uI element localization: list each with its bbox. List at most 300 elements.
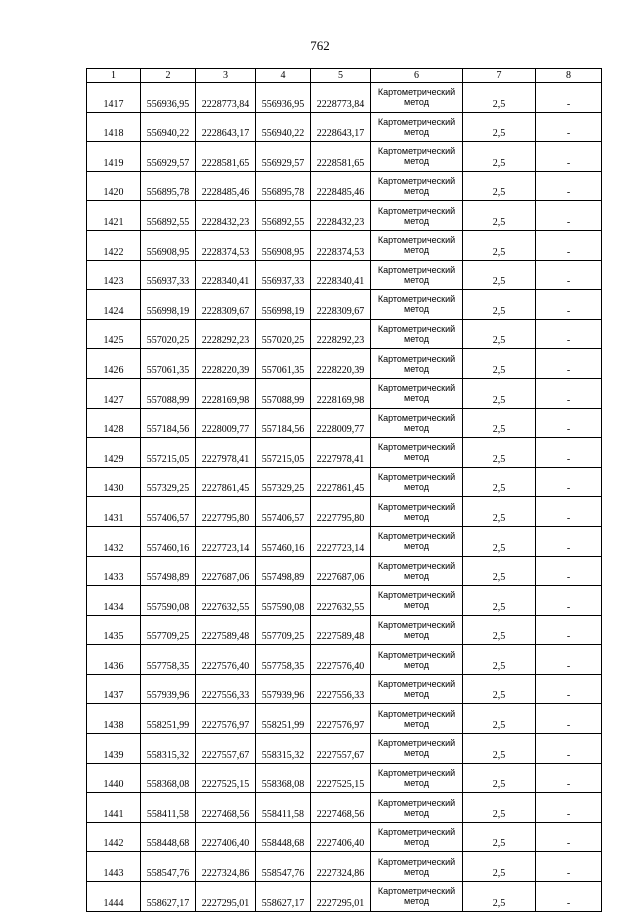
table-row	[87, 230, 602, 260]
table-row	[87, 171, 602, 201]
cell-note: -	[536, 793, 602, 823]
cell-note: -	[536, 230, 602, 260]
cell-method	[371, 142, 463, 172]
cell-point-number: 1427	[87, 378, 141, 408]
table-row	[87, 674, 602, 704]
column-header-1: 1	[87, 69, 141, 83]
method-line2: метод	[404, 452, 429, 463]
table-row	[87, 556, 602, 586]
cell-y-coordinate-2: 2227576,97	[311, 704, 371, 734]
cell-y-coordinate-2: 2227557,67	[311, 734, 371, 764]
cell-accuracy: 2,5	[463, 882, 536, 912]
method-line2: метод	[404, 215, 429, 226]
cell-y-coordinate: 2227687,06	[196, 556, 256, 586]
cell-y-coordinate: 2227468,56	[196, 793, 256, 823]
cell-y-coordinate: 2227324,86	[196, 852, 256, 882]
table-row	[87, 112, 602, 142]
cell-note: -	[536, 882, 602, 912]
cell-note: -	[536, 319, 602, 349]
table-row	[87, 319, 602, 349]
cell-accuracy: 2,5	[463, 142, 536, 172]
cell-accuracy: 2,5	[463, 645, 536, 675]
cell-x-coordinate: 558368,08	[141, 763, 196, 793]
cell-note: -	[536, 497, 602, 527]
cell-accuracy: 2,5	[463, 467, 536, 497]
table-row	[87, 615, 602, 645]
method-line1: Картометрический	[377, 442, 456, 453]
cell-x-coordinate-2: 557460,16	[256, 526, 311, 556]
cell-y-coordinate: 2228309,67	[196, 290, 256, 320]
cell-x-coordinate-2: 558411,58	[256, 793, 311, 823]
cell-accuracy: 2,5	[463, 378, 536, 408]
table-row	[87, 142, 602, 172]
method-line2: метод	[404, 334, 429, 345]
table-row	[87, 260, 602, 290]
table-row	[87, 852, 602, 882]
cell-y-coordinate: 2227406,40	[196, 822, 256, 852]
table-row	[87, 734, 602, 764]
cell-point-number: 1441	[87, 793, 141, 823]
cell-method	[371, 882, 463, 912]
method-line1: Картометрический	[377, 146, 456, 157]
cell-accuracy: 2,5	[463, 497, 536, 527]
coordinates-table	[86, 68, 602, 912]
cell-x-coordinate-2: 557184,56	[256, 408, 311, 438]
cell-note: -	[536, 704, 602, 734]
cell-y-coordinate-2: 2228009,77	[311, 408, 371, 438]
cell-method	[371, 290, 463, 320]
method-line2: метод	[404, 896, 429, 907]
cell-x-coordinate-2: 557939,96	[256, 674, 311, 704]
cell-point-number: 1442	[87, 822, 141, 852]
method-line2: метод	[404, 541, 429, 552]
cell-point-number: 1430	[87, 467, 141, 497]
cell-x-coordinate-2: 557329,25	[256, 467, 311, 497]
cell-x-coordinate: 556936,95	[141, 83, 196, 113]
column-header-8: 8	[536, 69, 602, 83]
cell-method	[371, 586, 463, 616]
cell-y-coordinate: 2227525,15	[196, 763, 256, 793]
cell-method	[371, 349, 463, 379]
cell-point-number: 1420	[87, 171, 141, 201]
cell-accuracy: 2,5	[463, 674, 536, 704]
cell-point-number: 1422	[87, 230, 141, 260]
cell-y-coordinate-2: 2227687,06	[311, 556, 371, 586]
cell-note: -	[536, 408, 602, 438]
cell-accuracy: 2,5	[463, 201, 536, 231]
table-row	[87, 290, 602, 320]
cell-y-coordinate-2: 2227295,01	[311, 882, 371, 912]
cell-x-coordinate-2: 557088,99	[256, 378, 311, 408]
cell-accuracy: 2,5	[463, 586, 536, 616]
cell-y-coordinate-2: 2228581,65	[311, 142, 371, 172]
cell-x-coordinate: 557406,57	[141, 497, 196, 527]
table-row	[87, 882, 602, 912]
cell-y-coordinate: 2227723,14	[196, 526, 256, 556]
cell-x-coordinate-2: 556998,19	[256, 290, 311, 320]
cell-y-coordinate-2: 2228340,41	[311, 260, 371, 290]
cell-x-coordinate: 557709,25	[141, 615, 196, 645]
table-row	[87, 349, 602, 379]
cell-point-number: 1426	[87, 349, 141, 379]
method-line1: Картометрический	[377, 531, 456, 542]
cell-x-coordinate: 558448,68	[141, 822, 196, 852]
cell-x-coordinate-2: 557758,35	[256, 645, 311, 675]
method-line1: Картометрический	[377, 472, 456, 483]
method-line1: Картометрический	[377, 767, 456, 778]
cell-accuracy: 2,5	[463, 319, 536, 349]
cell-x-coordinate: 558315,32	[141, 734, 196, 764]
cell-note: -	[536, 674, 602, 704]
cell-method	[371, 497, 463, 527]
cell-method	[371, 615, 463, 645]
method-line2: метод	[404, 718, 429, 729]
cell-y-coordinate-2: 2227589,48	[311, 615, 371, 645]
method-line1: Картометрический	[377, 324, 456, 335]
cell-x-coordinate-2: 557061,35	[256, 349, 311, 379]
cell-point-number: 1428	[87, 408, 141, 438]
cell-y-coordinate: 2228220,39	[196, 349, 256, 379]
cell-y-coordinate: 2228485,46	[196, 171, 256, 201]
cell-point-number: 1425	[87, 319, 141, 349]
cell-note: -	[536, 645, 602, 675]
cell-y-coordinate: 2228340,41	[196, 260, 256, 290]
cell-accuracy: 2,5	[463, 793, 536, 823]
method-line2: метод	[404, 126, 429, 137]
cell-x-coordinate-2: 558251,99	[256, 704, 311, 734]
method-line2: метод	[404, 97, 429, 108]
table-row	[87, 704, 602, 734]
cell-x-coordinate: 557329,25	[141, 467, 196, 497]
method-line2: метод	[404, 866, 429, 877]
method-line2: метод	[404, 837, 429, 848]
cell-note: -	[536, 201, 602, 231]
cell-x-coordinate: 556895,78	[141, 171, 196, 201]
cell-note: -	[536, 526, 602, 556]
method-line1: Картометрический	[377, 886, 456, 897]
cell-y-coordinate-2: 2228169,98	[311, 378, 371, 408]
cell-y-coordinate-2: 2227406,40	[311, 822, 371, 852]
cell-x-coordinate: 556908,95	[141, 230, 196, 260]
cell-y-coordinate: 2227589,48	[196, 615, 256, 645]
cell-y-coordinate: 2228643,17	[196, 112, 256, 142]
cell-accuracy: 2,5	[463, 822, 536, 852]
cell-accuracy: 2,5	[463, 734, 536, 764]
cell-x-coordinate-2: 556892,55	[256, 201, 311, 231]
cell-method	[371, 201, 463, 231]
column-header-3: 3	[196, 69, 256, 83]
method-line2: метод	[404, 393, 429, 404]
cell-accuracy: 2,5	[463, 230, 536, 260]
cell-x-coordinate-2: 556940,22	[256, 112, 311, 142]
cell-x-coordinate: 558547,76	[141, 852, 196, 882]
cell-note: -	[536, 822, 602, 852]
cell-x-coordinate: 558411,58	[141, 793, 196, 823]
cell-note: -	[536, 349, 602, 379]
cell-point-number: 1431	[87, 497, 141, 527]
cell-x-coordinate-2: 558315,32	[256, 734, 311, 764]
cell-point-number: 1436	[87, 645, 141, 675]
cell-point-number: 1417	[87, 83, 141, 113]
method-line2: метод	[404, 482, 429, 493]
column-header-5: 5	[311, 69, 371, 83]
cell-method	[371, 230, 463, 260]
cell-method	[371, 319, 463, 349]
method-line2: метод	[404, 600, 429, 611]
cell-x-coordinate: 556892,55	[141, 201, 196, 231]
cell-accuracy: 2,5	[463, 556, 536, 586]
cell-method	[371, 438, 463, 468]
cell-x-coordinate: 557939,96	[141, 674, 196, 704]
cell-x-coordinate: 556929,57	[141, 142, 196, 172]
cell-x-coordinate: 557020,25	[141, 319, 196, 349]
cell-point-number: 1419	[87, 142, 141, 172]
cell-x-coordinate: 556940,22	[141, 112, 196, 142]
cell-method	[371, 763, 463, 793]
table-header	[87, 69, 602, 83]
method-line2: метод	[404, 511, 429, 522]
column-header-4: 4	[256, 69, 311, 83]
cell-method	[371, 171, 463, 201]
cell-point-number: 1439	[87, 734, 141, 764]
table-row	[87, 83, 602, 113]
table-row	[87, 586, 602, 616]
cell-y-coordinate: 2227632,55	[196, 586, 256, 616]
cell-y-coordinate: 2227576,97	[196, 704, 256, 734]
cell-y-coordinate-2: 2228292,23	[311, 319, 371, 349]
cell-accuracy: 2,5	[463, 615, 536, 645]
cell-x-coordinate: 557061,35	[141, 349, 196, 379]
cell-method	[371, 556, 463, 586]
method-line1: Картометрический	[377, 797, 456, 808]
cell-note: -	[536, 734, 602, 764]
column-header-6: 6	[371, 69, 463, 83]
table-row	[87, 763, 602, 793]
method-line1: Картометрический	[377, 590, 456, 601]
cell-y-coordinate-2: 2228432,23	[311, 201, 371, 231]
cell-point-number: 1435	[87, 615, 141, 645]
cell-x-coordinate-2: 556937,33	[256, 260, 311, 290]
cell-point-number: 1434	[87, 586, 141, 616]
cell-method	[371, 822, 463, 852]
method-line1: Картометрический	[377, 116, 456, 127]
table-row	[87, 438, 602, 468]
table-row	[87, 408, 602, 438]
cell-note: -	[536, 467, 602, 497]
cell-y-coordinate: 2228432,23	[196, 201, 256, 231]
table-row	[87, 497, 602, 527]
table-body	[87, 83, 602, 912]
cell-x-coordinate: 557215,05	[141, 438, 196, 468]
cell-x-coordinate-2: 557406,57	[256, 497, 311, 527]
cell-y-coordinate-2: 2228374,53	[311, 230, 371, 260]
cell-method	[371, 645, 463, 675]
cell-y-coordinate: 2227576,40	[196, 645, 256, 675]
cell-x-coordinate-2: 558368,08	[256, 763, 311, 793]
cell-note: -	[536, 171, 602, 201]
method-line2: метод	[404, 156, 429, 167]
cell-accuracy: 2,5	[463, 526, 536, 556]
cell-method	[371, 852, 463, 882]
method-line2: метод	[404, 363, 429, 374]
table-row	[87, 201, 602, 231]
cell-y-coordinate-2: 2227576,40	[311, 645, 371, 675]
table-row	[87, 793, 602, 823]
cell-x-coordinate: 557184,56	[141, 408, 196, 438]
cell-y-coordinate-2: 2228773,84	[311, 83, 371, 113]
method-line1: Картометрический	[377, 412, 456, 423]
cell-point-number: 1444	[87, 882, 141, 912]
cell-point-number: 1432	[87, 526, 141, 556]
cell-accuracy: 2,5	[463, 763, 536, 793]
method-line2: метод	[404, 777, 429, 788]
method-line1: Картометрический	[377, 649, 456, 660]
method-line1: Картометрический	[377, 679, 456, 690]
cell-y-coordinate-2: 2227468,56	[311, 793, 371, 823]
cell-y-coordinate: 2227861,45	[196, 467, 256, 497]
cell-x-coordinate: 557460,16	[141, 526, 196, 556]
cell-y-coordinate-2: 2227795,80	[311, 497, 371, 527]
cell-accuracy: 2,5	[463, 438, 536, 468]
cell-note: -	[536, 852, 602, 882]
cell-accuracy: 2,5	[463, 260, 536, 290]
cell-x-coordinate-2: 556929,57	[256, 142, 311, 172]
cell-note: -	[536, 556, 602, 586]
cell-point-number: 1429	[87, 438, 141, 468]
cell-method	[371, 526, 463, 556]
method-line2: метод	[404, 245, 429, 256]
cell-point-number: 1440	[87, 763, 141, 793]
method-line2: метод	[404, 659, 429, 670]
cell-x-coordinate-2: 557709,25	[256, 615, 311, 645]
cell-method	[371, 112, 463, 142]
cell-y-coordinate: 2227557,67	[196, 734, 256, 764]
column-header-2: 2	[141, 69, 196, 83]
method-line1: Картометрический	[377, 294, 456, 305]
cell-y-coordinate-2: 2227556,33	[311, 674, 371, 704]
table-row	[87, 645, 602, 675]
cell-point-number: 1423	[87, 260, 141, 290]
cell-method	[371, 704, 463, 734]
cell-y-coordinate-2: 2227525,15	[311, 763, 371, 793]
cell-y-coordinate: 2227978,41	[196, 438, 256, 468]
cell-method	[371, 793, 463, 823]
cell-point-number: 1443	[87, 852, 141, 882]
cell-accuracy: 2,5	[463, 112, 536, 142]
method-line1: Картометрический	[377, 264, 456, 275]
header-row	[87, 69, 602, 83]
method-line2: метод	[404, 807, 429, 818]
method-line1: Картометрический	[377, 738, 456, 749]
table-row	[87, 526, 602, 556]
method-line1: Картометрический	[377, 827, 456, 838]
cell-point-number: 1433	[87, 556, 141, 586]
cell-point-number: 1437	[87, 674, 141, 704]
cell-x-coordinate-2: 557498,89	[256, 556, 311, 586]
method-line2: метод	[404, 570, 429, 581]
cell-note: -	[536, 763, 602, 793]
table-row	[87, 467, 602, 497]
cell-method	[371, 467, 463, 497]
cell-y-coordinate: 2228169,98	[196, 378, 256, 408]
cell-y-coordinate-2: 2228309,67	[311, 290, 371, 320]
cell-y-coordinate-2: 2227978,41	[311, 438, 371, 468]
cell-accuracy: 2,5	[463, 852, 536, 882]
method-line2: метод	[404, 422, 429, 433]
method-line1: Картометрический	[377, 205, 456, 216]
cell-x-coordinate-2: 557020,25	[256, 319, 311, 349]
cell-note: -	[536, 290, 602, 320]
method-line1: Картометрический	[377, 383, 456, 394]
cell-y-coordinate: 2227795,80	[196, 497, 256, 527]
cell-y-coordinate-2: 2227324,86	[311, 852, 371, 882]
cell-accuracy: 2,5	[463, 290, 536, 320]
cell-note: -	[536, 438, 602, 468]
cell-x-coordinate: 556937,33	[141, 260, 196, 290]
method-line1: Картометрический	[377, 235, 456, 246]
cell-note: -	[536, 260, 602, 290]
cell-method	[371, 674, 463, 704]
method-line1: Картометрический	[377, 619, 456, 630]
cell-x-coordinate: 557498,89	[141, 556, 196, 586]
cell-y-coordinate-2: 2228485,46	[311, 171, 371, 201]
method-line1: Картометрический	[377, 708, 456, 719]
cell-note: -	[536, 83, 602, 113]
cell-y-coordinate: 2228292,23	[196, 319, 256, 349]
method-line1: Картометрический	[377, 353, 456, 364]
cell-x-coordinate: 557590,08	[141, 586, 196, 616]
cell-y-coordinate-2: 2228220,39	[311, 349, 371, 379]
method-line1: Картометрический	[377, 87, 456, 98]
page-number: 762	[310, 38, 330, 53]
cell-x-coordinate-2: 556908,95	[256, 230, 311, 260]
cell-point-number: 1421	[87, 201, 141, 231]
cell-y-coordinate: 2227295,01	[196, 882, 256, 912]
cell-x-coordinate-2: 556895,78	[256, 171, 311, 201]
cell-x-coordinate-2: 558448,68	[256, 822, 311, 852]
cell-accuracy: 2,5	[463, 83, 536, 113]
cell-x-coordinate-2: 556936,95	[256, 83, 311, 113]
table-row	[87, 378, 602, 408]
cell-method	[371, 378, 463, 408]
cell-x-coordinate-2: 557590,08	[256, 586, 311, 616]
cell-accuracy: 2,5	[463, 349, 536, 379]
method-line2: метод	[404, 689, 429, 700]
method-line2: метод	[404, 748, 429, 759]
cell-note: -	[536, 615, 602, 645]
cell-x-coordinate-2: 558547,76	[256, 852, 311, 882]
method-line1: Картометрический	[377, 176, 456, 187]
cell-accuracy: 2,5	[463, 408, 536, 438]
cell-y-coordinate-2: 2227861,45	[311, 467, 371, 497]
cell-y-coordinate-2: 2227723,14	[311, 526, 371, 556]
method-line1: Картометрический	[377, 560, 456, 571]
cell-note: -	[536, 112, 602, 142]
cell-method	[371, 83, 463, 113]
method-line2: метод	[404, 186, 429, 197]
cell-x-coordinate-2: 557215,05	[256, 438, 311, 468]
cell-y-coordinate: 2228581,65	[196, 142, 256, 172]
cell-method	[371, 260, 463, 290]
cell-y-coordinate-2: 2228643,17	[311, 112, 371, 142]
cell-y-coordinate-2: 2227632,55	[311, 586, 371, 616]
cell-y-coordinate: 2227556,33	[196, 674, 256, 704]
cell-point-number: 1418	[87, 112, 141, 142]
method-line2: метод	[404, 629, 429, 640]
method-line2: метод	[404, 304, 429, 315]
cell-accuracy: 2,5	[463, 704, 536, 734]
cell-y-coordinate: 2228374,53	[196, 230, 256, 260]
